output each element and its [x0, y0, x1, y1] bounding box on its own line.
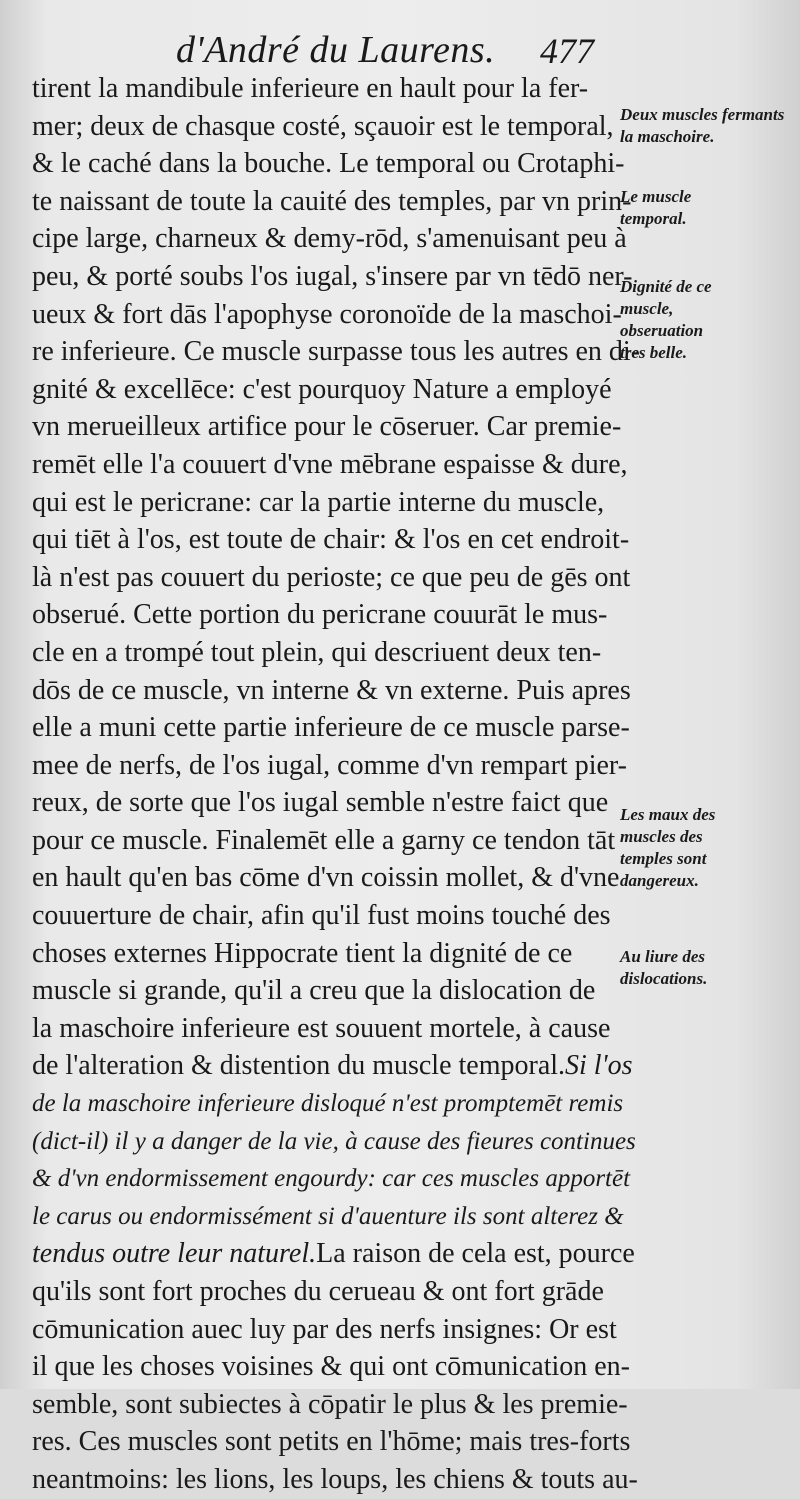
body-text [32, 70, 641, 1499]
italic-line: de la maschoire inferieure disloqué n'est promptemēt remis [32, 1090, 624, 1118]
margin-note-line: tres belle. [620, 343, 688, 362]
text-line [32, 1235, 635, 1273]
text-line: qu'ils sont fort proches du cerueau & ont fort grāde [32, 1276, 604, 1307]
text-line: dōs de ce muscle, vn interne & vn externe. Puis apres [32, 674, 631, 706]
text-line: res. Ces muscles sont petits en l'hōme; mais tres-forts [32, 1426, 631, 1458]
italic-line: & d'vn endormissement engourdy: car ces muscles apportēt [32, 1165, 631, 1193]
text-line: qui est le pericrane: car la partie interne du muscle, [32, 486, 605, 518]
text-line: te naissant de toute la cauité des temples, par vn prin- [32, 185, 632, 217]
italic-line: le carus ou endormissément si d'auenture ils sont alterez & [32, 1202, 624, 1230]
text-line: mee de nerfs, de l'os iugal, comme d'vn rempart pier- [32, 749, 627, 781]
margin-note-line: Dignité de ce [620, 277, 712, 296]
text-line-roman: de l'alteration & distention du muscle temporal. [32, 1050, 566, 1082]
text-line-roman: La raison de cela est, pource [316, 1238, 635, 1270]
text-line: mer; deux de chasque costé, sçauoir est le temporal, [32, 110, 614, 142]
margin-note [620, 104, 798, 148]
margin-note-line: Le muscle [620, 187, 692, 206]
page-number: 477 [540, 31, 594, 71]
text-line-italic: Si l'os [565, 1050, 633, 1082]
text-line: pour ce muscle. Finalemēt elle a garny ce tendon tāt [32, 824, 616, 856]
text-line: semble, sont subiectes à cōpatir le plus & les premie- [32, 1388, 628, 1420]
margin-note-line: temporal. [620, 209, 687, 228]
text-line [32, 1047, 632, 1085]
text-line: reux, de sorte que l'os iugal semble n'estre faict que [32, 787, 609, 819]
text-line: vn merueilleux artifice pour le cōseruer. Car premie- [32, 411, 622, 443]
text-line: remēt elle l'a couuert d'vne mēbrane espaisse & dure, [32, 448, 628, 480]
margin-note-line: temples sont [620, 849, 707, 868]
text-line: gnité & excellēce: c'est pourquoy Nature a employé [32, 373, 612, 405]
text-line: neantmoins: les lions, les loups, les chiens & touts au- [32, 1463, 638, 1495]
text-line: couuerture de chair, afin qu'il fust moins touché des [32, 900, 611, 932]
text-line: il que les choses voisines & qui ont cōmunication en- [32, 1351, 631, 1383]
text-line: elle a muni cette partie inferieure de ce muscle parse- [32, 712, 630, 744]
text-line: obserué. Cette portion du pericrane couurāt le mus- [32, 599, 608, 631]
text-line: en hault qu'en bas cōme d'vn coissin mollet, & d'vne [32, 862, 620, 894]
margin-note-line: obseruation [620, 321, 704, 340]
margin-note-line: la maschoire. [620, 127, 715, 146]
text-line: & le caché dans la bouche. Le temporal ou Crotaphi- [32, 148, 625, 180]
margin-note-line: muscles des [620, 827, 703, 846]
running-head: d'André du Laurens. [176, 29, 496, 71]
text-line: cle en a trompé tout plein, qui descriuent deux ten- [32, 636, 602, 668]
margin-note [620, 186, 798, 230]
margin-note-line: dangereux. [620, 871, 699, 890]
page-header [0, 18, 800, 74]
text-line: là n'est pas couuert du perioste; ce que peu de gēs ont [32, 561, 631, 593]
text-line: cōmunication auec luy par des nerfs insignes: Or est [32, 1313, 617, 1345]
margin-note-line: Deux muscles fermants [620, 105, 785, 124]
text-line-italic: tendus outre leur naturel. [32, 1238, 317, 1270]
text-line: cipe large, charneux & demy-rōd, s'amenuisant peu à [32, 223, 627, 255]
text-line: qui tiēt à l'os, est toute de chair: & l'os en cet endroit- [32, 524, 630, 556]
text-line: muscle si grande, qu'il a creu que la dislocation de [32, 975, 596, 1007]
margin-note [620, 804, 798, 892]
text-line: peu, & porté soubs l'os iugal, s'insere par vn tēdō ner- [32, 260, 633, 292]
text-line: la maschoire inferieure est souuent mortele, à cause [32, 1012, 611, 1044]
margin-note-line: Les maux des [620, 805, 716, 824]
text-line: re inferieure. Ce muscle surpasse tous les autres en di- [32, 336, 641, 368]
text-line: ueux & fort dās l'apophyse coronoïde de la maschoi- [32, 298, 622, 330]
margin-note [620, 276, 798, 364]
text-line: tirent la mandibule inferieure en hault pour la fer- [32, 73, 589, 104]
italic-line: (dict-il) il y a danger de la vie, à cause des fieures continues [32, 1127, 636, 1155]
margin-note-line: muscle, [620, 299, 674, 318]
margin-note-line: Au liure des [620, 947, 706, 966]
margin-note [620, 946, 798, 990]
margin-note-line: dislocations. [620, 969, 708, 988]
text-line: choses externes Hippocrate tient la dignité de ce [32, 937, 573, 969]
